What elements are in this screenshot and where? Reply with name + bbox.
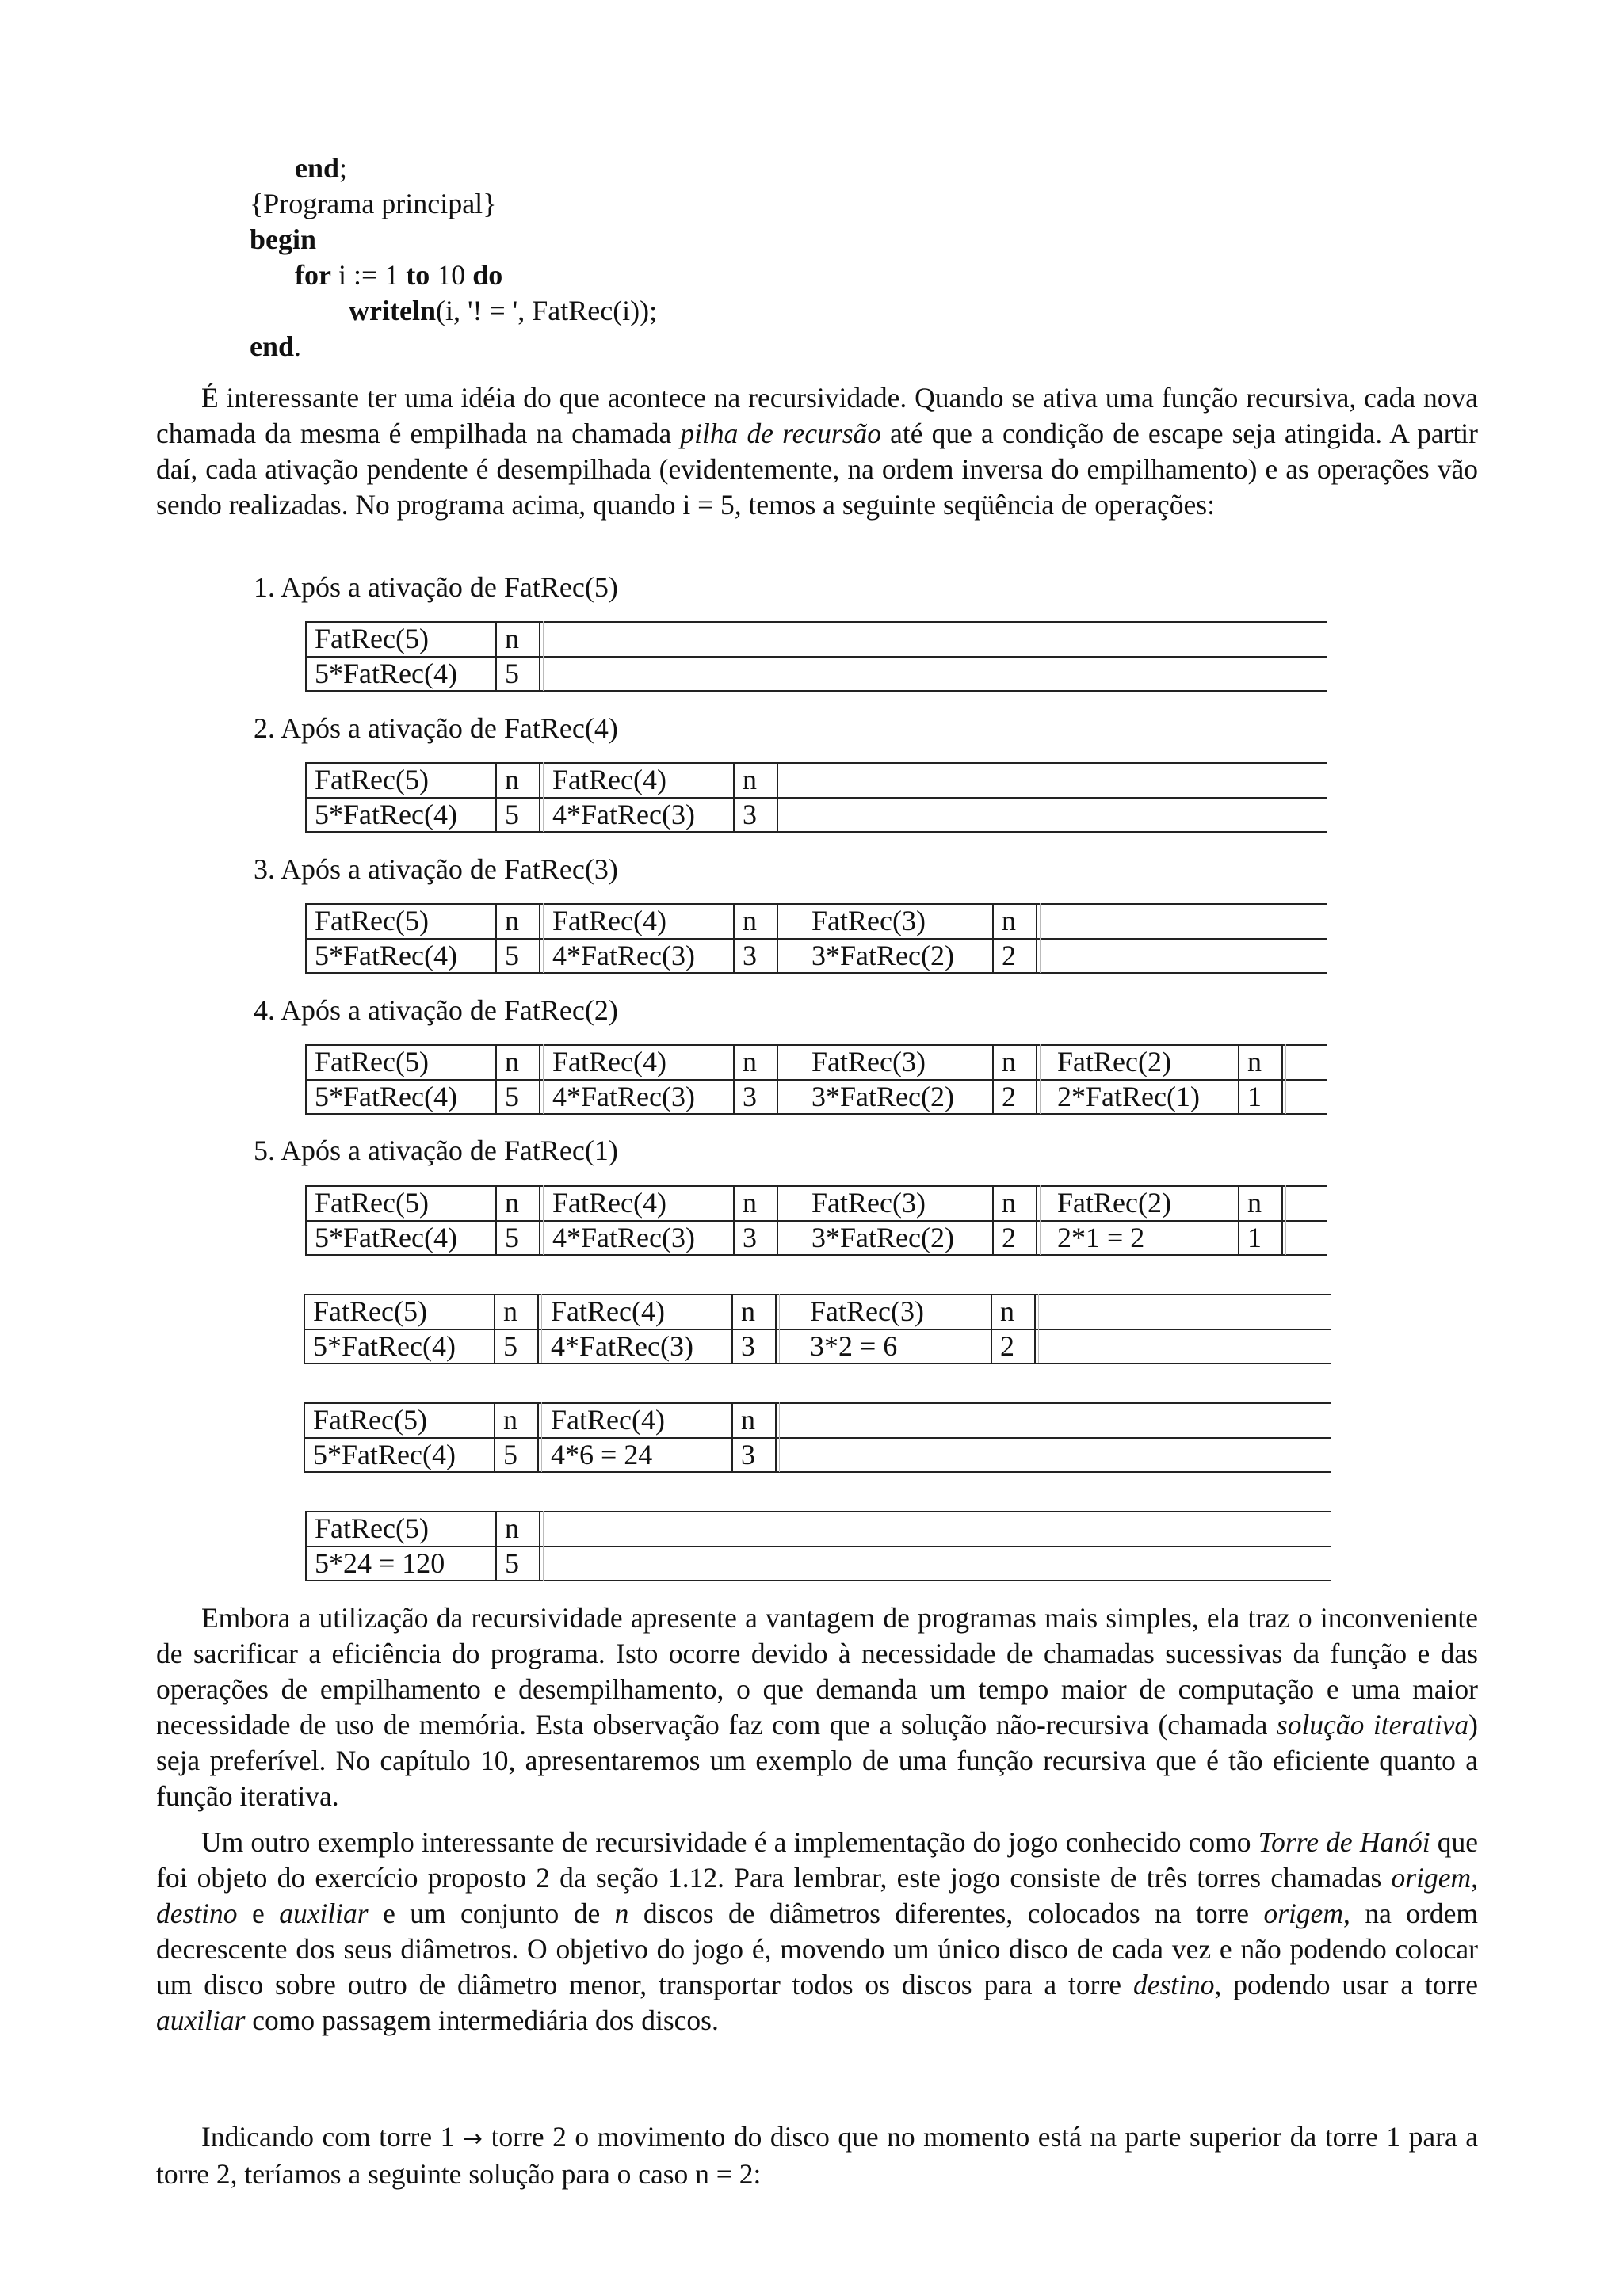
stack-divider bbox=[1238, 1185, 1239, 1255]
stack-frame-call: FatRec(5) bbox=[315, 1512, 429, 1544]
stack-frame-expr: 5*FatRec(4) bbox=[315, 940, 457, 971]
stack-frame-call: FatRec(3) bbox=[812, 1187, 926, 1219]
stack-frame-n-label: n bbox=[741, 1404, 755, 1436]
stack-frame-n-label: n bbox=[1002, 1187, 1016, 1219]
stack-divider bbox=[495, 762, 497, 832]
stack-divider bbox=[495, 1185, 497, 1255]
stack-frame-expr: 5*FatRec(4) bbox=[313, 1439, 456, 1470]
stack-frame-n-value: 3 bbox=[741, 1330, 755, 1362]
stack-frame-n-value: 5 bbox=[503, 1439, 517, 1470]
stack-frame-n-value: 3 bbox=[743, 799, 757, 830]
stack-frame-expr: 4*FatRec(3) bbox=[552, 799, 695, 830]
stack-frame-call: FatRec(5) bbox=[313, 1295, 427, 1327]
stack-frame-n-label: n bbox=[505, 1046, 519, 1077]
stack-frame-n-label: n bbox=[1247, 1046, 1262, 1077]
stack-divider bbox=[1036, 1185, 1037, 1255]
stack-frame-n-label: n bbox=[505, 1187, 519, 1219]
stack-frame-call: FatRec(4) bbox=[552, 1187, 666, 1219]
stack-divider bbox=[539, 1044, 540, 1114]
stack-frame-expr: 2*1 = 2 bbox=[1057, 1222, 1145, 1253]
stack-frame-n-value: 5 bbox=[505, 658, 519, 689]
stack-divider-shadow bbox=[543, 621, 544, 691]
code-line-writeln: writeln(i, '! = ', FatRec(i)); bbox=[349, 295, 658, 326]
stack-frame-call: FatRec(5) bbox=[315, 623, 429, 654]
stack-divider bbox=[495, 903, 497, 973]
stack-divider bbox=[1281, 1185, 1283, 1255]
stack-frame-n-value: 5 bbox=[505, 1081, 519, 1112]
stack-frame-n-value: 1 bbox=[1247, 1081, 1262, 1112]
stack-divider-shadow bbox=[1040, 1044, 1041, 1114]
stack-frame-n-value: 2 bbox=[1002, 1222, 1016, 1253]
stack-frame-n-label: n bbox=[743, 905, 757, 936]
stack-frame-n-value: 3 bbox=[743, 940, 757, 971]
stack-divider bbox=[777, 1185, 778, 1255]
stack-divider-shadow bbox=[779, 1294, 780, 1363]
code-line-begin: begin bbox=[250, 223, 317, 255]
stack-divider-shadow bbox=[1038, 1294, 1039, 1363]
stack-divider bbox=[1281, 1044, 1283, 1114]
stack-divider bbox=[539, 1185, 540, 1255]
stack-divider bbox=[777, 1044, 778, 1114]
stack-frame-call: FatRec(4) bbox=[552, 1046, 666, 1077]
stack-diagram-6 bbox=[304, 1294, 1331, 1363]
code-line-end: end; bbox=[295, 152, 348, 184]
stack-divider bbox=[992, 1185, 994, 1255]
stack-frame-call: FatRec(4) bbox=[552, 905, 666, 936]
stack-frame-expr: 3*FatRec(2) bbox=[812, 1081, 954, 1112]
paragraph-recursion-stack: É interessante ter uma idéia do que acontece na recursividade. Quando se ativa uma função recursiva, cada nova chamada da mesma é empilhada na chamada pilha de recursão até que a condição de escape seja atingida. A partir daí, cada ativação pendente é desempilhada (evidentemente, na ordem inversa do empilhamento) e as operações vão sendo realizadas. No programa acima, quando i = 5, temos a seguinte seqüência de operações: bbox=[156, 382, 1478, 521]
stack-diagram-4 bbox=[305, 1044, 1327, 1114]
stack-frame-n-value: 1 bbox=[1247, 1222, 1262, 1253]
paragraph-hanoi: Um outro exemplo interessante de recursividade é a implementação do jogo conhecido como Torre de Hanói que foi objeto do exercício proposto 2 da seção 1.12. Para lembrar, este jogo consiste de três torres chamadas origem, destino e auxiliar e um conjunto de n discos de diâmetros diferentes, colocados na torre origem, na ordem decrescente dos seus diâmetros. O objetivo do jogo é, movendo um único disco de cada vez e não podendo colocar um disco sobre outro de diâmetro menor, transportar todos os discos para a torre destino, podendo usar a torre auxiliar como passagem intermediária dos discos. bbox=[156, 1826, 1479, 2036]
step-label-2: 2. Após a ativação de FatRec(4) bbox=[254, 712, 618, 744]
stack-frame-n-value: 3 bbox=[741, 1439, 755, 1470]
stack-divider-shadow bbox=[1285, 1044, 1286, 1114]
stack-diagram-2 bbox=[305, 762, 1327, 832]
stack-divider-shadow bbox=[543, 1511, 544, 1581]
stack-frame-call: FatRec(3) bbox=[812, 905, 926, 936]
stack-divider bbox=[733, 1044, 735, 1114]
stack-divider bbox=[992, 1044, 994, 1114]
stack-frame-n-label: n bbox=[1002, 905, 1016, 936]
stack-frame-n-value: 5 bbox=[503, 1330, 517, 1362]
stack-divider bbox=[1034, 1294, 1036, 1363]
stack-frame-n-label: n bbox=[1247, 1187, 1262, 1219]
stack-frame-call: FatRec(2) bbox=[1057, 1046, 1171, 1077]
stack-divider bbox=[775, 1294, 777, 1363]
stack-frame-n-value: 5 bbox=[505, 1547, 519, 1579]
stack-frame-call: FatRec(4) bbox=[551, 1295, 665, 1327]
stack-divider bbox=[537, 1294, 539, 1363]
stack-diagram-3 bbox=[305, 903, 1327, 973]
stack-divider bbox=[494, 1402, 495, 1472]
stack-frame-expr: 5*24 = 120 bbox=[315, 1547, 445, 1579]
stack-frame-n-label: n bbox=[505, 623, 519, 654]
paragraph-hanoi-notation: Indicando com torre 1 → torre 2 o movimento do disco que no momento está na parte superior da torre 1 para a torre 2, teríamos a seguinte solução para o caso n = 2: bbox=[156, 2121, 1478, 2190]
stack-divider bbox=[1238, 1044, 1239, 1114]
stack-frame-call: FatRec(5) bbox=[315, 905, 429, 936]
stack-frame-call: FatRec(5) bbox=[315, 1046, 429, 1077]
step-label-5: 5. Após a ativação de FatRec(1) bbox=[254, 1135, 618, 1166]
stack-divider bbox=[1036, 1044, 1037, 1114]
stack-frame-expr: 4*6 = 24 bbox=[551, 1439, 653, 1470]
stack-frame-n-value: 3 bbox=[743, 1222, 757, 1253]
step-label-3: 3. Após a ativação de FatRec(3) bbox=[254, 853, 618, 885]
stack-diagram-5 bbox=[305, 1185, 1327, 1255]
stack-divider bbox=[992, 903, 994, 973]
stack-frame-expr: 4*FatRec(3) bbox=[552, 1222, 695, 1253]
stack-diagram-8 bbox=[305, 1511, 1331, 1581]
stack-diagram-7 bbox=[304, 1402, 1331, 1472]
stack-frame-call: FatRec(2) bbox=[1057, 1187, 1171, 1219]
stack-divider-shadow bbox=[1040, 1185, 1041, 1255]
stack-frame-n-label: n bbox=[741, 1295, 755, 1327]
stack-frame-n-label: n bbox=[743, 1046, 757, 1077]
stack-frame-expr: 3*FatRec(2) bbox=[812, 1222, 954, 1253]
stack-divider bbox=[731, 1402, 733, 1472]
paragraph-efficiency: Embora a utilização da recursividade apresente a vantagem de programas mais simples, ela traz o inconveniente de sacrificar a eficiência do programa. Isto ocorre devido à necessidade de chamadas sucessivas da função e das operações de empilhamento e desempilhamento, o que demanda um tempo maior de computação e uma maior necessidade de uso de memória. Esta observação faz com que a solução não-recursiva (chamada solução iterativa) seja preferível. No capítulo 10, apresentaremos um exemplo de uma função recursiva que é tão eficiente quanto a função iterativa. bbox=[156, 1602, 1478, 1812]
stack-divider bbox=[539, 1511, 540, 1581]
stack-divider bbox=[991, 1294, 992, 1363]
stack-frame-expr: 4*FatRec(3) bbox=[552, 1081, 695, 1112]
stack-frame-expr: 5*FatRec(4) bbox=[315, 1081, 457, 1112]
stack-frame-n-value: 2 bbox=[1000, 1330, 1014, 1362]
stack-divider-shadow bbox=[779, 1402, 780, 1472]
stack-frame-n-label: n bbox=[505, 1512, 519, 1544]
stack-divider bbox=[495, 1044, 497, 1114]
stack-frame-n-label: n bbox=[1002, 1046, 1016, 1077]
code-line-end-final: end. bbox=[250, 330, 302, 362]
stack-frame-call: FatRec(4) bbox=[551, 1404, 665, 1436]
step-label-4: 4. Após a ativação de FatRec(2) bbox=[254, 994, 618, 1026]
stack-frame-n-label: n bbox=[743, 764, 757, 795]
stack-divider bbox=[494, 1294, 495, 1363]
stack-frame-call: FatRec(4) bbox=[552, 764, 666, 795]
stack-frame-n-label: n bbox=[503, 1404, 517, 1436]
stack-frame-n-value: 2 bbox=[1002, 940, 1016, 971]
stack-frame-n-value: 5 bbox=[505, 940, 519, 971]
stack-divider bbox=[733, 1185, 735, 1255]
stack-frame-expr: 5*FatRec(4) bbox=[315, 1222, 457, 1253]
arrow-right-icon: → bbox=[462, 2125, 483, 2153]
code-block bbox=[250, 151, 657, 364]
stack-divider bbox=[775, 1402, 777, 1472]
stack-divider bbox=[777, 903, 778, 973]
stack-divider bbox=[733, 903, 735, 973]
code-line-for: for i := 1 to 10 do bbox=[295, 259, 503, 291]
stack-divider-shadow bbox=[1040, 903, 1041, 973]
stack-frame-n-value: 5 bbox=[505, 1222, 519, 1253]
stack-frame-expr: 2*FatRec(1) bbox=[1057, 1081, 1200, 1112]
stack-divider bbox=[495, 621, 497, 691]
stack-frame-expr: 4*FatRec(3) bbox=[551, 1330, 693, 1362]
stack-frame-call: FatRec(3) bbox=[810, 1295, 924, 1327]
stack-divider bbox=[539, 762, 540, 832]
stack-frame-expr: 5*FatRec(4) bbox=[313, 1330, 456, 1362]
stack-frame-n-value: 3 bbox=[743, 1081, 757, 1112]
stack-divider bbox=[733, 762, 735, 832]
stack-frame-expr: 3*2 = 6 bbox=[810, 1330, 898, 1362]
stack-divider bbox=[495, 1511, 497, 1581]
stack-frame-n-label: n bbox=[505, 764, 519, 795]
code-line-comment: {Programa principal} bbox=[250, 188, 497, 219]
stack-frame-n-value: 2 bbox=[1002, 1081, 1016, 1112]
step-label-1: 1. Após a ativação de FatRec(5) bbox=[254, 571, 618, 603]
stack-frame-expr: 5*FatRec(4) bbox=[315, 658, 457, 689]
stack-divider-shadow bbox=[1285, 1185, 1286, 1255]
stack-divider bbox=[777, 762, 778, 832]
stack-frame-n-value: 5 bbox=[505, 799, 519, 830]
stack-frame-n-label: n bbox=[505, 905, 519, 936]
stack-frame-expr: 5*FatRec(4) bbox=[315, 799, 457, 830]
stack-frame-call: FatRec(5) bbox=[315, 1187, 429, 1219]
stack-divider bbox=[539, 903, 540, 973]
stack-frame-n-label: n bbox=[743, 1187, 757, 1219]
stack-divider bbox=[537, 1402, 539, 1472]
stack-frame-expr: 4*FatRec(3) bbox=[552, 940, 695, 971]
stack-frame-expr: 3*FatRec(2) bbox=[812, 940, 954, 971]
stack-frame-call: FatRec(3) bbox=[812, 1046, 926, 1077]
stack-divider bbox=[539, 621, 540, 691]
stack-divider bbox=[1036, 903, 1037, 973]
stack-frame-call: FatRec(5) bbox=[315, 764, 429, 795]
stack-frame-n-label: n bbox=[1000, 1295, 1014, 1327]
stack-divider bbox=[731, 1294, 733, 1363]
stack-frame-call: FatRec(5) bbox=[313, 1404, 427, 1436]
stack-frame-n-label: n bbox=[503, 1295, 517, 1327]
stack-diagram-1 bbox=[305, 621, 1327, 691]
